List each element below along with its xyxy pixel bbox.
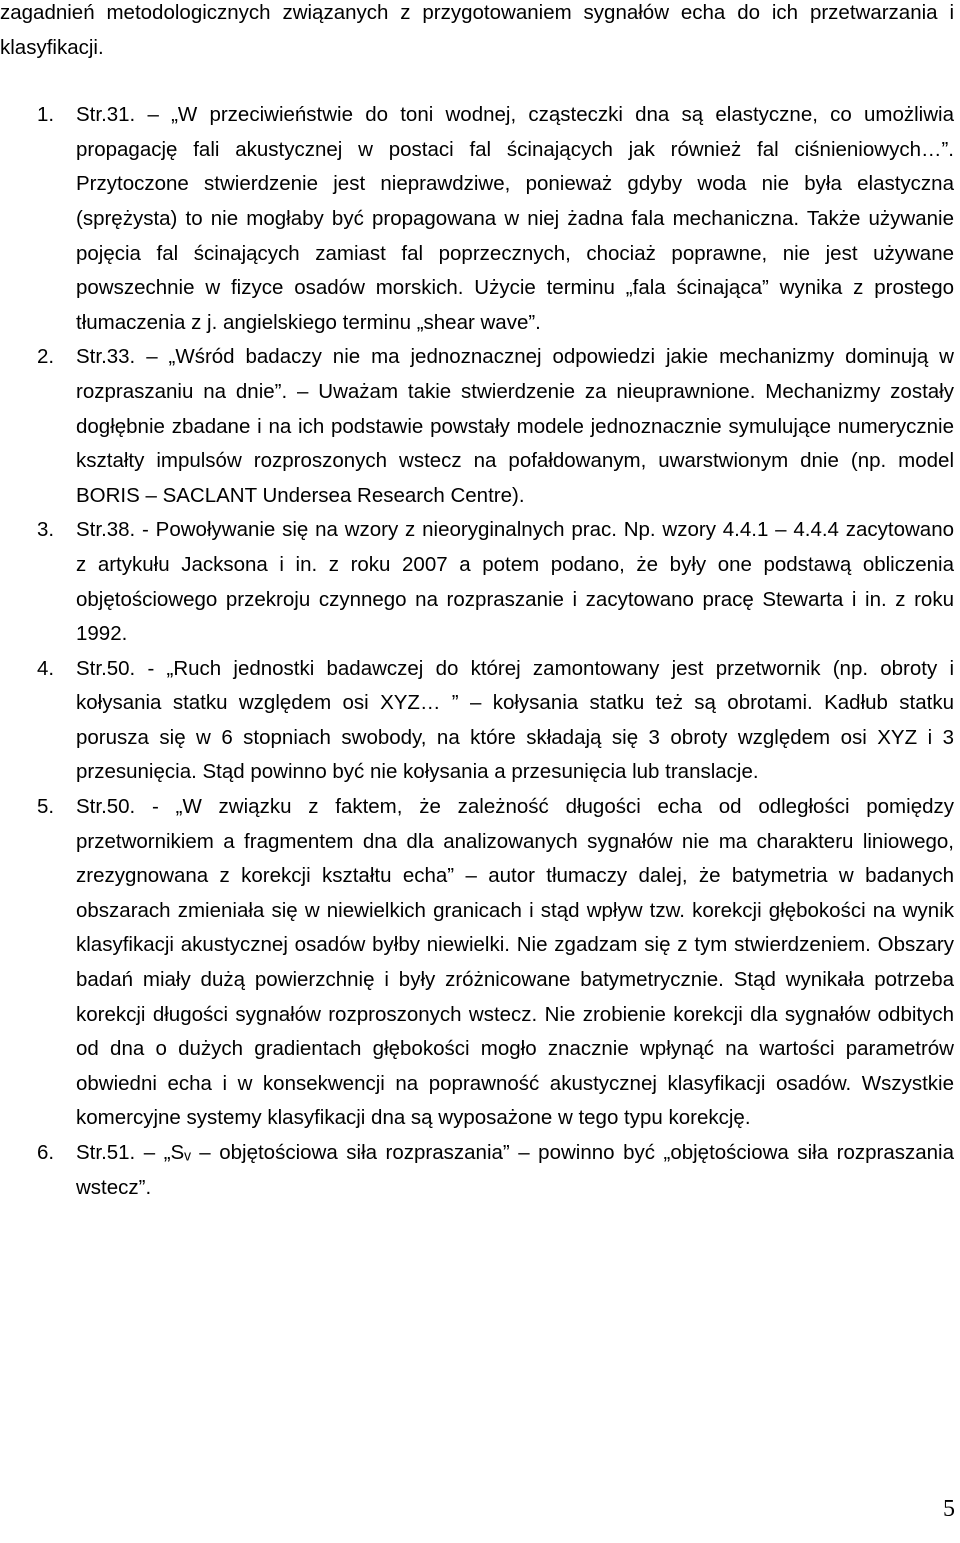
remark-number: 1. (37, 103, 55, 127)
remark-number: 5. (37, 795, 55, 819)
remark-text: Str.31. – „W przeciwieństwie do toni wodnej, cząsteczki dna są elastyczne, co umożliwia propagację fali akustycznej w postaci fal ścinających jak również fal ciśnieniowych…”. Przytoczone stwierdzenie jest nieprawdziwe, ponieważ gdyby woda nie była elastyczna (sprężysta) to nie mogłaby być propagowana w niej żadna fala mechaniczna. Także używanie pojęcia fal ścinających zamiast fal poprzecznych, chociaż poprawne, nie jest używane powszechnie w fizyce osadów morskich. Użycie terminu „fala ścinająca” wynika z prostego tłumaczenia z j. angielskiego terminu „shear wave”. (76, 103, 954, 334)
remark-number: 2. (37, 345, 55, 369)
remark-item-6 (0, 1136, 954, 1205)
remark-text: Str.50. - „W związku z faktem, że zależność długości echa od odległości pomiędzy przetwornikiem a fragmentem dna dla analizowanych sygnałów nie ma charakteru liniowego, zrezygnowana z korekcji kształtu echa” – autor tłumaczy dalej, że batymetria w badanych obszarach zmieniała się w niewielkich granicach i stąd wpływ tzw. korekcji głębokości na wynik klasyfikacji akustycznej osadów byłby niewielki. Nie zgadzam się z tym stwierdzeniem. Obszary badań miały dużą powierzchnię i były zróżnicowane batymetrycznie. Stąd wynikała potrzeba korekcji długości sygnałów rozproszonych wstecz. Nie zrobienie korekcji dla sygnałów odbitych od dna o dużych gradientach głębokości mogło znacznie wpłynąć na wartości parametrów obwiedni echa i w konsekwencji na poprawność akustycznej klasyfikacji osadów. Wszystkie komercyjne systemy klasyfikacji dna są wyposażone w tego typu korekcję. (76, 795, 954, 1130)
remark-number: 4. (37, 656, 55, 680)
page-number: 5 (943, 1496, 955, 1522)
remark-text: Str.33. – „Wśród badaczy nie ma jednoznacznej odpowiedzi jakie mechanizmy dominują w rozpraszaniu na dnie”. – Uważam takie stwierdzenie za nieuprawnione. Mechanizmy zostały dogłębnie zbadane i na ich podstawie powstały modele jednoznacznie symulujące numerycznie kształty impulsów rozproszonych wstecz na pofałdowanym, uwarstwionym dnie (np. model BORIS – SACLANT Undersea Research Centre). (76, 345, 954, 507)
remark-item-1 (0, 98, 954, 340)
remark-text: Str.50. - „Ruch jednostki badawczej do której zamontowany jest przetwornik (np. obroty i kołysania statku względem osi XYZ… ” – kołysania statku też są obrotami. Kadłub statku porusza się w 6 stopniach swobody, na które składają się 3 obroty względem osi XYZ i 3 przesunięcia. Stąd powinno być nie kołysania a przesunięcia lub translacje. (76, 656, 954, 784)
remark-item-3 (0, 513, 954, 651)
remark-item-2 (0, 340, 954, 513)
intro-paragraph: zagadnień metodologicznych związanych z przygotowaniem sygnałów echa do ich przetwarzania i klasyfikacji. (0, 1, 954, 59)
remark-item-4 (0, 652, 954, 790)
remarks-list (0, 98, 954, 1205)
remark-number: 6. (37, 1141, 55, 1164)
remark-item-5 (0, 790, 954, 1136)
remark-number: 3. (37, 518, 55, 542)
remark-text: Str.51. – „Sᵥ – objętościowa siła rozpraszania” – powinno być „objętościowa siła rozpraszania wstecz”. (76, 1141, 954, 1199)
remark-text: Str.38. - Powoływanie się na wzory z nieoryginalnych prac. Np. wzory 4.4.1 – 4.4.4 zacytowano z artykułu Jacksona i in. z roku 2007 a potem podano, że były one podstawą obliczenia objętościowego przekroju czynnego na rozpraszanie i zacytowano pracę Stewarta i in. z roku 1992. (76, 518, 954, 646)
